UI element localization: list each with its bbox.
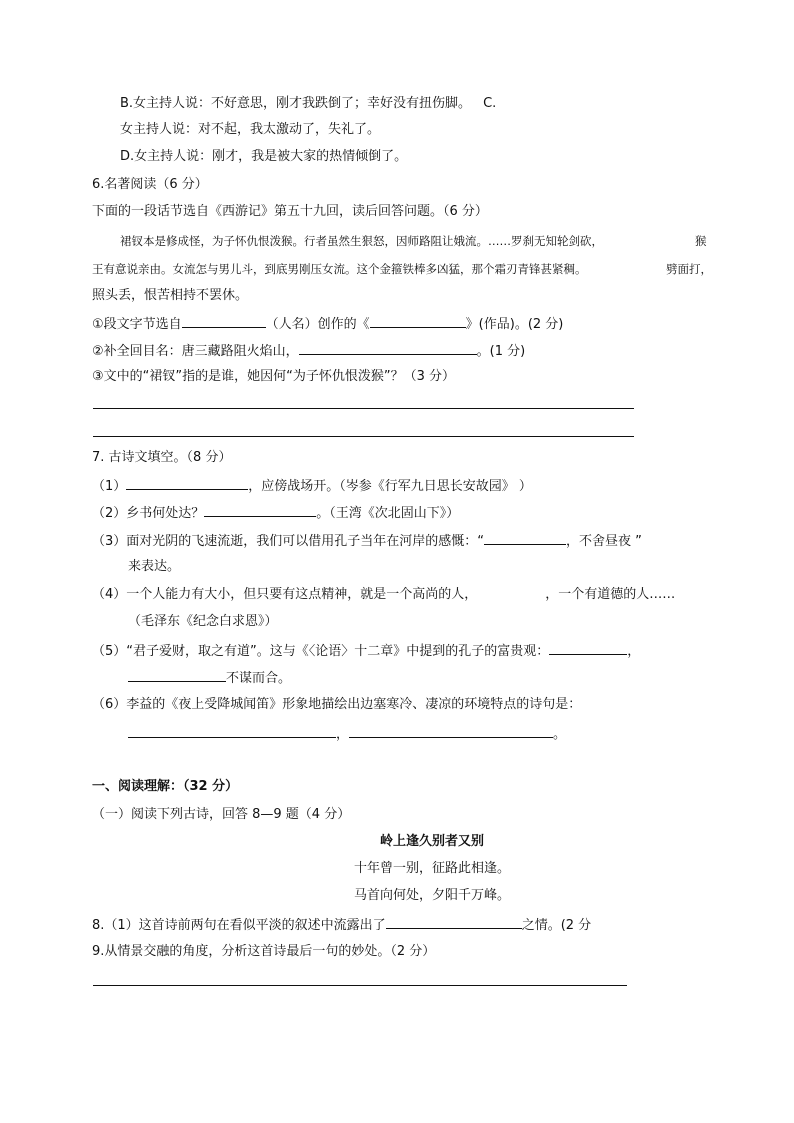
q6-title: 6.名著阅读（6 分） [92,177,208,192]
q6-question-3: ③文中的“裙钗”指的是谁，她因何“为子怀仇恨泼猴”？（3 分） [92,369,455,384]
q8-suffix: 之情。(2 分 [521,918,592,933]
q7-l4-tail: ，一个有道德的人…… [545,587,676,602]
q6-question-2 [92,341,525,361]
q7-l1-text: ，应傍战场开。（岑参《行军九日思长安故园》 ） [248,479,532,494]
q6-question-1 [92,314,563,334]
q7-line-6: （6）李益的《夜上受降城闻笛》形象地描绘出边塞寒冷、凄凉的环境特点的诗句是： [92,697,582,712]
answer-blank[interactable] [549,641,627,655]
q7-line-5-cont [128,668,291,688]
q7-l2-text: （2）乡书何处达？ [92,506,205,521]
answer-blank[interactable] [128,724,336,738]
answer-line[interactable] [93,436,634,437]
option-b [120,95,496,113]
answer-line[interactable] [93,985,627,986]
q8 [92,915,591,935]
q6-passage-line2: 王有意说亲由。女流怎与男儿斗，到底男刚压女流。这个金箍铁棒多凶猛，那个霜刃青锋甚紧稠。 [92,262,587,276]
q7-l5-text: （5）“君子爱财，取之有道”。这与《〈论语〉十二章》中提到的孔子的富贵观： [92,644,550,659]
answer-line[interactable] [93,408,634,409]
answer-blank[interactable] [386,915,522,929]
q6-intro: 下面的一段话节选自《西游记》第五十九回，读后回答问题。（6 分） [92,204,488,219]
q6-passage-line1-end: 猴 [695,234,707,248]
q7-l2-source: 。（王湾《次北固山下》） [316,506,460,521]
q7-title: 7. 古诗文填空。（8 分） [92,450,232,465]
poem-title: 岭上逢久别者又别 [379,834,484,849]
option-d: D.女主持人说：刚才，我是被大家的热情倾倒了。 [120,149,408,164]
answer-blank[interactable] [484,531,566,545]
poem-line-1: 十年曾一别，征路此相逢。 [353,861,510,876]
section-subtitle: （一）阅读下列古诗，回答 8—9 题（4 分） [92,807,351,822]
q7-l3-text: （3）面对光阴的飞速流逝，我们可以借用孔子当年在河岸的感慨：“ [92,534,485,549]
answer-blank[interactable] [204,503,316,517]
q9: 9.从情景交融的角度，分析这首诗最后一句的妙处。（2 分） [92,944,436,959]
option-c-marker: C. [483,96,497,111]
q7-l5-comma: ， [627,644,641,659]
answer-blank-work[interactable] [370,314,466,328]
q7-line-6-blanks [128,724,566,744]
option-c: 女主持人说：对不起，我太激动了，失礼了。 [120,122,381,137]
q7-l1-num: （1） [92,479,127,494]
q6-q2-suffix: 。(1 分) [476,344,526,359]
answer-blank-author[interactable] [182,314,266,328]
passage-line1-tail: 罗刹无知轮剑砍， [511,234,603,248]
section-title: 一、阅读理解：（32 分） [92,779,239,794]
answer-blank[interactable] [128,668,226,682]
q7-l5-tail: 不谋而合。 [226,671,292,686]
answer-blank[interactable] [349,724,553,738]
q7-line-1 [92,476,532,496]
q6-q1-mid: （人名）创作的《 [265,317,370,332]
passage-line1-text: 裙钗本是修成怪，为子怀仇恨泼猴。行者虽然生狠怒，因师路阻让娥流。…… [120,234,511,248]
q7-line-4 [92,586,675,604]
q7-line-3 [92,531,642,551]
q7-l6-comma: ， [336,727,350,742]
q6-q1-prefix: ①段文字节选自 [92,317,182,332]
q7-l4-text: （4）一个人能力有大小，但只要有这点精神，就是一个高尚的人， [92,587,478,602]
q8-text: 8.（1）这首诗前两句在看似平淡的叙述中流露出了 [92,918,386,933]
q6-passage-line1 [120,232,603,250]
q7-line-3-cont: 来表达。 [128,559,181,574]
answer-blank[interactable] [126,476,248,490]
q7-l6-end: 。 [553,727,567,742]
q7-line-4-source: （毛泽东《纪念白求恩》） [128,614,278,629]
q6-q1-suffix: 》(作品)。(2 分) [465,317,564,332]
q6-passage-line3: 照头丢，恨苦相持不罢休。 [92,288,249,303]
q7-l3-quote: ，不舍昼夜 ” [566,534,642,549]
q6-passage-line2-end: 劈面打， [666,262,712,276]
poem-line-2: 马首向何处，夕阳千万峰。 [353,888,510,903]
q6-q2-prefix: ②补全回目名：唐三藏路阻火焰山， [92,344,299,359]
option-b-text: B.女主持人说：不好意思，刚才我跌倒了；幸好没有扭伤脚。 [120,96,472,111]
q7-line-2 [92,503,459,523]
q7-line-5 [92,641,640,661]
answer-blank-chapter[interactable] [299,341,477,355]
